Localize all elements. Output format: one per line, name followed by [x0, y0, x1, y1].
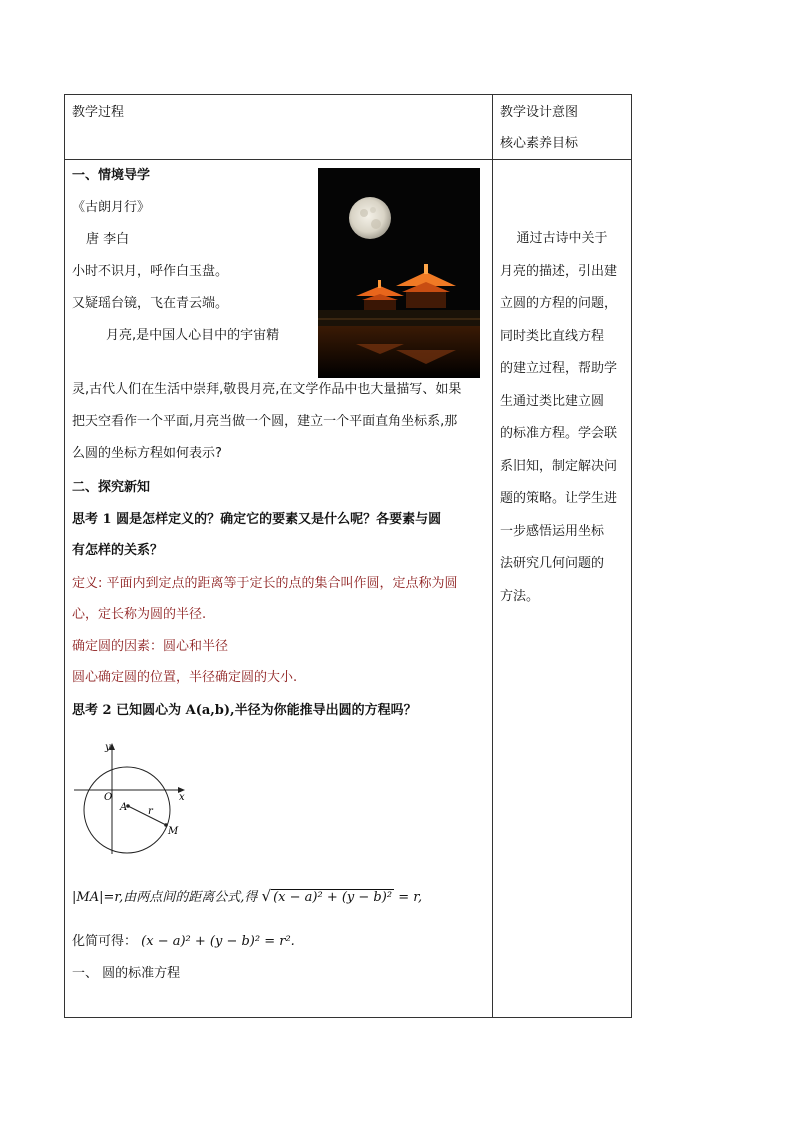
circle-position-size: 圆心确定圆的位置，半径确定圆的大小. [72, 670, 298, 685]
distance-suffix: = r, [398, 890, 423, 905]
poem-author: 唐 李白 [86, 232, 130, 247]
moon-paragraph-line-2: 灵,古代人们在生活中崇拜,敬畏月亮,在文学作品中也大量描写、如果 [72, 382, 462, 397]
distance-prefix: |MA|=r,由两点间的距离公式,得 [72, 890, 258, 905]
think-1-line-2: 有怎样的关系？ [72, 543, 164, 558]
intent-line: 的标准方程。学会联 [500, 426, 618, 441]
intent-line: 月亮的描述，引出建 [500, 263, 618, 279]
moon-paragraph-line-3: 把天空看作一个平面,月亮当做一个圆，建立一个平面直角坐标系,那 [72, 414, 458, 429]
circle-axes-figure [72, 738, 192, 856]
definition-line-1: 定义: 平面内到定点的距离等于定长的点的集合叫作圆，定点称为圆 [72, 576, 458, 591]
moon-pavilion-photo [318, 168, 480, 378]
intent-line: 同时类比直线方程 [500, 328, 605, 344]
origin-label: O [104, 792, 113, 803]
intent-line: 生通过类比建立圆 [500, 393, 605, 409]
intent-line: 题的策略。让学生进 [500, 491, 618, 506]
design-intent-text [500, 223, 628, 613]
intent-line: 立圆的方程的问题， [500, 296, 618, 311]
intent-line: 通过古诗中关于 [500, 231, 608, 246]
intent-line: 一步感悟运用坐标 [500, 523, 605, 539]
think-2: 思考 2 已知圆心为 A(a,b),半径为你能推导出圆的方程吗？ [72, 703, 417, 718]
definition-line-2: 心，定长称为圆的半径. [72, 607, 207, 622]
column-divider [492, 95, 493, 1017]
radius-label: r [148, 806, 153, 817]
point-m-label: M [168, 826, 179, 837]
simplify-statement [72, 934, 295, 950]
poem-line-1: 小时不识月，呼作白玉盘。 [72, 264, 229, 279]
simplify-prefix: 化简可得： [72, 934, 138, 949]
intent-line: 的建立过程，帮助学 [500, 361, 618, 376]
center-label: A [120, 802, 128, 813]
section-heading-situation: 一、情境导学 [72, 168, 151, 183]
poem-line-2: 又疑瑶台镜，飞在青云端。 [72, 296, 229, 311]
distance-formula: (x − a)² + (y − b)² [273, 890, 393, 905]
intent-line: 系旧知，制定解决问 [500, 458, 618, 474]
intent-line: 法研究几何问题的 [500, 556, 605, 571]
moon-paragraph-start: 月亮,是中国人心目中的宇宙精 [106, 328, 280, 343]
moon-night-scene [318, 168, 480, 378]
x-axis-label: x [179, 792, 185, 803]
header-teaching-process: 教学过程 [72, 105, 125, 120]
header-design-intent: 教学设计意图 [500, 105, 579, 120]
intent-line: 方法。 [500, 588, 540, 604]
simplify-formula: (x − a)² + (y − b)² = r². [141, 934, 295, 949]
circle-coordinate-diagram [72, 738, 192, 856]
standard-equation-heading: 一、 圆的标准方程 [72, 966, 181, 981]
distance-statement [72, 888, 422, 906]
y-axis-label: y [105, 742, 111, 753]
moon-paragraph-line-4: 么圆的坐标方程如何表示? [72, 446, 222, 461]
header-divider [65, 159, 631, 160]
sqrt-sign: √ [261, 887, 272, 905]
header-core-literacy: 核心素养目标 [500, 136, 579, 151]
poem-title: 《古朗月行》 [72, 200, 151, 215]
think-1-line-1: 思考 1 圆是怎样定义的？确定它的要素又是什么呢？各要素与圆 [72, 512, 442, 527]
circle-factors: 确定圆的因素：圆心和半径 [72, 639, 229, 654]
section-heading-explore: 二、探究新知 [72, 480, 151, 495]
